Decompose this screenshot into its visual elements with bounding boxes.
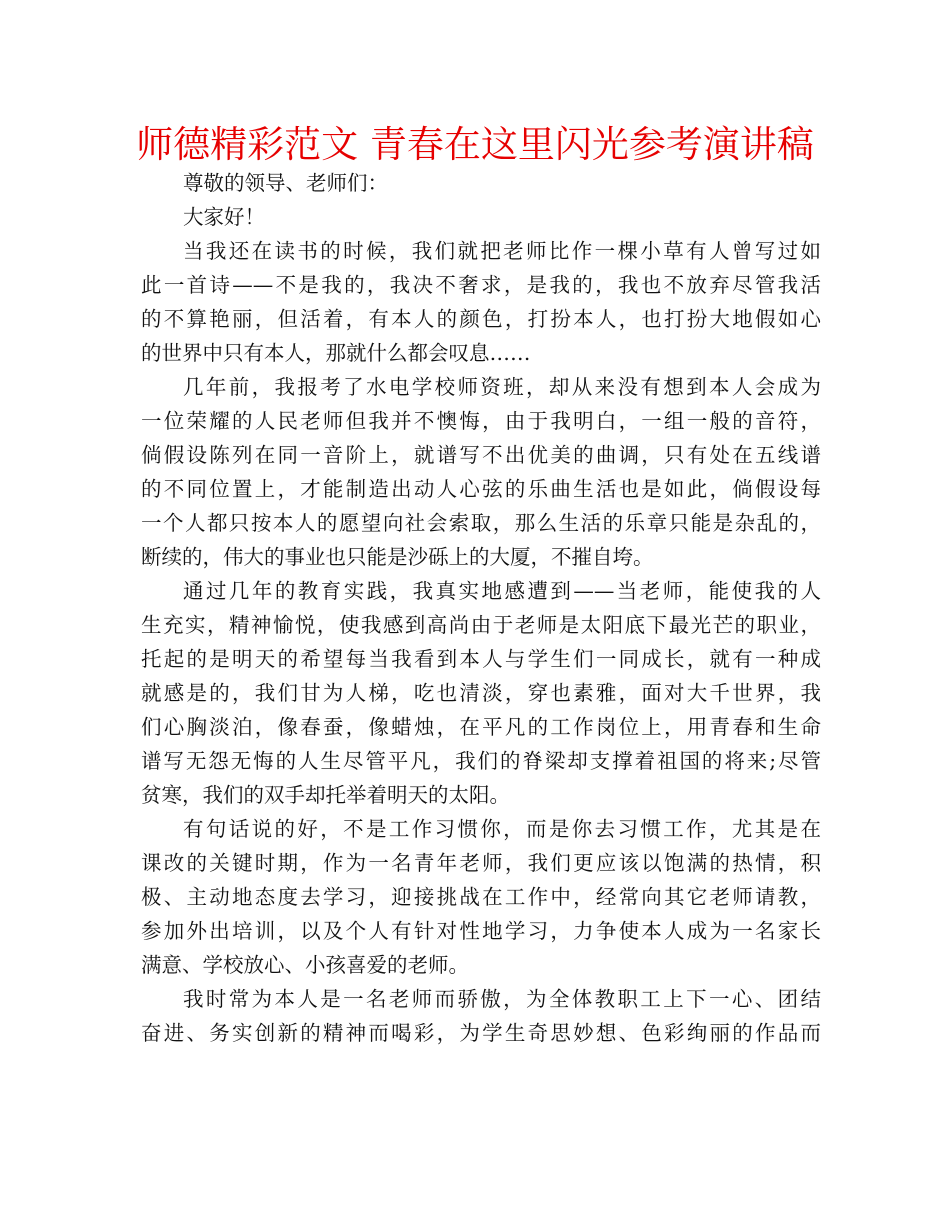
body-line: 的不同位置上，才能制造出动人心弦的乐曲生活也是如此，倘假设每: [141, 477, 821, 501]
document-title: 师德精彩范文 青春在这里闪光参考演讲稿: [136, 123, 814, 166]
body-line: 一个人都只按本人的愿望向社会索取，那么生活的乐章只能是杂乱的，: [141, 511, 821, 535]
body-line: 一位荣耀的人民老师但我并不懊悔，由于我明白，一组一般的音符，: [141, 409, 821, 433]
body-line: 极、主动地态度去学习，迎接挑战在工作中，经常向其它老师请教，: [141, 885, 821, 909]
body-line: 几年前，我报考了水电学校师资班，却从来没有想到本人会成为: [183, 375, 821, 399]
body-line: 课改的关键时期，作为一名青年老师，我们更应该以饱满的热情，积: [141, 851, 821, 875]
body-line: 有句话说的好，不是工作习惯你，而是你去习惯工作，尤其是在: [183, 817, 821, 841]
body-line: 托起的是明天的希望每当我看到本人与学生们一同成长，就有一种成: [141, 647, 821, 671]
body-line: 此一首诗——不是我的，我决不奢求，是我的，我也不放弃尽管我活: [141, 273, 821, 297]
body-line: 满意、学校放心、小孩喜爱的老师。: [141, 953, 469, 977]
body-line: 当我还在读书的时候，我们就把老师比作一棵小草有人曾写过如: [183, 239, 821, 263]
body-line: 的世界中只有本人，那就什么都会叹息……: [141, 341, 531, 365]
body-line: 尊敬的领导、老师们：: [183, 171, 388, 195]
body-line: 贫寒，我们的双手却托举着明天的太阳。: [141, 783, 510, 807]
body-line: 我时常为本人是一名老师而骄傲，为全体教职工上下一心、团结: [183, 987, 821, 1011]
body-line: 倘假设陈列在同一音阶上，就谱写不出优美的曲调，只有处在五线谱: [141, 443, 821, 467]
body-line: 断续的，伟大的事业也只能是沙砾上的大厦，不摧自垮。: [141, 545, 654, 569]
body-line: 生充实，精神愉悦，使我感到高尚由于老师是太阳底下最光芒的职业，: [141, 613, 821, 637]
body-line: 谱写无怨无悔的人生尽管平凡，我们的脊梁却支撑着祖国的将来;尽管: [141, 749, 821, 773]
document-body: [141, 166, 821, 1050]
body-line: 大家好！: [183, 205, 265, 229]
body-line: 的不算艳丽，但活着，有本人的颜色，打扮本人，也打扮大地假如心: [141, 307, 821, 331]
body-line: 们心胸淡泊，像春蚕，像蜡烛，在平凡的工作岗位上，用青春和生命: [141, 715, 821, 739]
body-line: 参加外出培训，以及个人有针对性地学习，力争使本人成为一名家长: [141, 919, 821, 943]
body-line: 奋进、务实创新的精神而喝彩，为学生奇思妙想、色彩绚丽的作品而: [141, 1021, 821, 1045]
body-line: 通过几年的教育实践，我真实地感遭到——当老师，能使我的人: [183, 579, 821, 603]
body-line: 就感是的，我们甘为人梯，吃也清淡，穿也素雅，面对大千世界，我: [141, 681, 821, 705]
